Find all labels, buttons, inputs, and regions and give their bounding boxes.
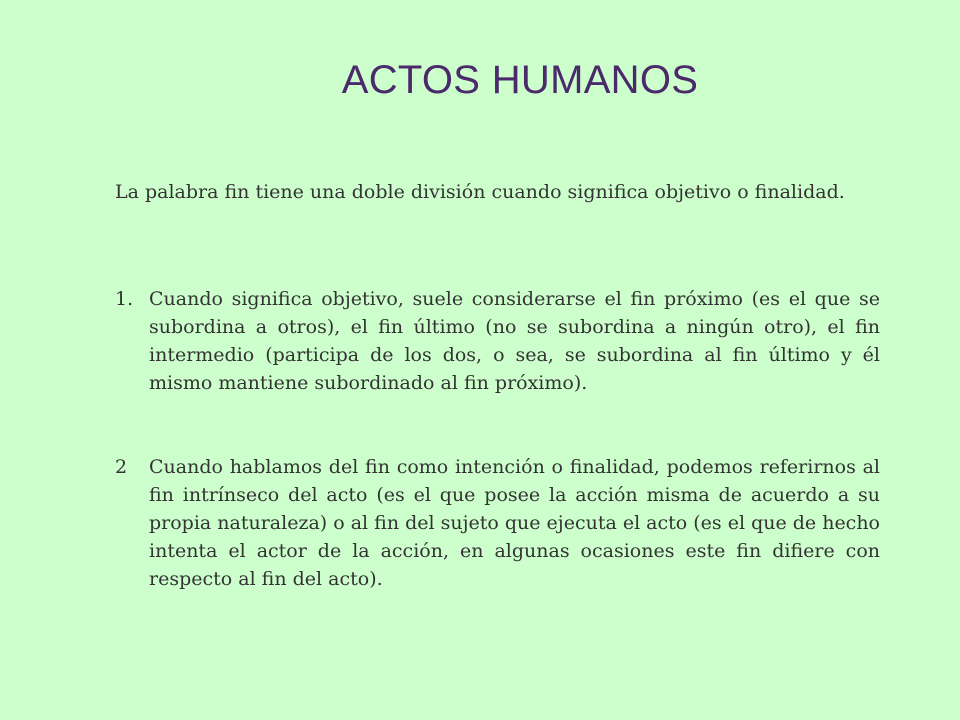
slide-title: ACTOS HUMANOS <box>341 58 699 102</box>
list-item-number: 1. <box>115 288 134 310</box>
list-item-number: 2 <box>115 456 128 478</box>
list-item-text: Cuando significa objetivo, suele considerarse el fin próximo (es el que se subordina a otros), el fin último (no se subordina a ningún otro), el fin intermedio (participa de los dos, o sea, se subordina al fin último y él mismo mantiene subordinado al fin próximo). <box>149 288 880 394</box>
list-item <box>115 285 880 397</box>
list-item <box>115 453 880 593</box>
intro-paragraph: La palabra fin tiene una doble división cuando significa objetivo o finalidad. <box>115 181 845 203</box>
list-item-text: Cuando hablamos del fin como intención o finalidad, podemos referirnos al fin intrínseco del acto (es el que posee la acción misma de acuerdo a su propia naturaleza) o al fin del sujeto que ejecuta el acto (es el que de hecho intenta el actor de la acción, en algunas ocasiones este fin difiere con respecto al fin del acto). <box>149 456 880 590</box>
